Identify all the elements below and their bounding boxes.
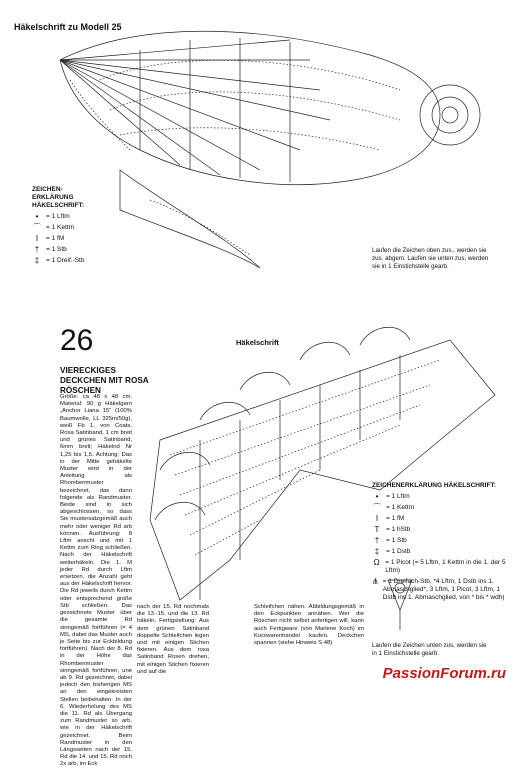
slip-stitch-icon: ⌒: [33, 223, 41, 232]
legend-upper-title: ZEICHEN- ERKLÄRUNG HÄKELSCHRIFT:: [32, 186, 84, 209]
legend-lower-item: ⋔ = 1 Dreifach-Stb, *4 Lftm, 1 Dstb ins 1. Abmaschglied*, 3 Lftm, 1 Picot, 3 Lftm, 1 Dstb ins 1. Abmaschglied, von * bis * wdh): [372, 577, 505, 601]
half-double-icon: T: [374, 525, 380, 534]
model-title: VIERECKIGES DECKCHEN MIT ROSA RÖSCHEN: [60, 366, 149, 395]
chain-stitch-icon: •: [375, 492, 379, 501]
instructions-col1: Größe: ca 48 x 48 cm. Material: 90 g Häkelgarn „Anchor Liana 15“ (100% Baumwolle, LL 325m/50g), weiß Fb 1, von Coats, Rosa Satinband, 1 cm breit und grünes Satinband, 6mm breit; Häkelnd Nr 1,25 bis 1,5. Achtung: Das in der Mitte gehäkelte Muster wird in der Anleitung als Rhombenmuster bezeichnet, das dann folgende als Randmuster. Beide sind in sich abgeschlossen, so dass Sie mustersatzgemäß auch mehr oder weniger Rd arb können. Ausführung: 8 Lftm anschl und mit 1 Kettm zum Ring schließen. Nach der Häkelschrift weiterhäkeln. Die 1. M jeder Rd durch Lftm ersetzen, die Anzahl geht aus der Häkelschrift hervor. Die Rd jeweils durch Kettm oder entsprechend große Stb schließen. Das gezeichnete Muster über die gesamte Rd sinngemäß fortführen (= 4 MS, dabei das Muster auch je Seite bis zur Eckbildung fortführen). Nach der 8. Rd in der Höhe das Rhombenmuster sinngemäß fortführen, une ab 9. Rd gezeichnet, dabei jedoch den bisherigen MS an den eingekreisten Stellen beibehalten. In der 6. Wiederholung des MS die 11. Rd als Übergang zum Randmuster so arb, wie in der Häkelschrift gezeichnet. Beim Randmuster in den Längsseiten nach der 15. Rd die 14. und 15. Rd noch 2x arb, im Eck: [60, 394, 132, 768]
single-crochet-icon: I: [375, 514, 379, 523]
legend-upper-item: I = 1 fM: [32, 235, 112, 243]
upper-chart-note: Laufen die Zeichen oben zus., werden sie zus. abgem. Laufen sie unten zus, werden sie in 1 Einstichstelle gearb.: [372, 247, 489, 270]
single-crochet-icon: I: [35, 234, 39, 243]
slip-stitch-icon: ⌒: [373, 503, 381, 512]
upper-chart-medallion: [420, 85, 480, 145]
legend-lower: [372, 482, 512, 602]
picot-icon: Ω: [373, 558, 380, 567]
upper-chart-title: Häkelschrift zu Modell 25: [14, 22, 122, 32]
double-crochet-icon: †: [374, 536, 380, 545]
legend-lower-item: • = 1 Lftm: [372, 493, 512, 501]
legend-lower-item: † = 1 Stb: [372, 537, 512, 545]
chain-stitch-icon: •: [35, 212, 39, 221]
lower-chart-title: Häkelschrift: [236, 338, 279, 347]
legend-upper-item: ‡ = 1 Dreif.-Stb: [32, 257, 112, 265]
upper-chart-rays: [60, 38, 330, 182]
legend-upper: [32, 186, 112, 265]
legend-upper-item: † = 1 Stb: [32, 246, 112, 254]
instructions-col3: Schleifchen nähen. Abbildungsgemäß in den Eckpunkten annähen. Wer die Röschen nicht selbst anfertigen will, kann auch Fertigware (von Marlene Koch) im Kurzwarenhandel kaufen. Deckchen spannen (siehe Hinweis S 48): [254, 604, 364, 647]
instructions-col2: nach der 15. Rd nochmals die 13.-15. und die 13. Rd häkeln. Fertigstellung: Aus dem grünen Satinband doppelte Schleifchen legen und mit einigen Stichen fixieren. Aus dem rosa Satinband Rosen drehen, mit einigen Stichen fixieren und auf die: [137, 604, 209, 675]
triple-treble-icon: ‡: [34, 256, 40, 265]
model-number: 26: [60, 324, 94, 357]
legend-upper-item: ⌒ = 1 Kettm: [33, 223, 74, 232]
upper-chart-outline: [60, 31, 440, 184]
lower-chart-note: Laufen die Zeichen unten zus, werden sie in 1 Einstichstelle gearb.: [372, 642, 487, 657]
watermark: PassionForum.ru: [382, 665, 506, 682]
legend-lower-item: ‡ = 1 Dstb: [372, 548, 512, 556]
legend-lower-item: T = 1 hStb: [372, 526, 512, 534]
legend-lower-title: ZEICHENERKLÄRUNG HÄKELSCHRIFT:: [372, 482, 496, 489]
double-crochet-icon: †: [34, 245, 40, 254]
legend-upper-item: • = 1 Lftm: [32, 213, 112, 221]
legend-lower-item: I = 1 fM: [372, 515, 512, 523]
treble-crochet-icon: ‡: [374, 547, 380, 556]
cluster-icon: ⋔: [372, 577, 379, 586]
legend-lower-item: Ω = 1 Picot (= 5 Lftm, 1 Kettm in die 1. der 5 Lftm): [373, 558, 506, 574]
legend-lower-item: ⌒ = 1 Kettm: [373, 503, 414, 512]
